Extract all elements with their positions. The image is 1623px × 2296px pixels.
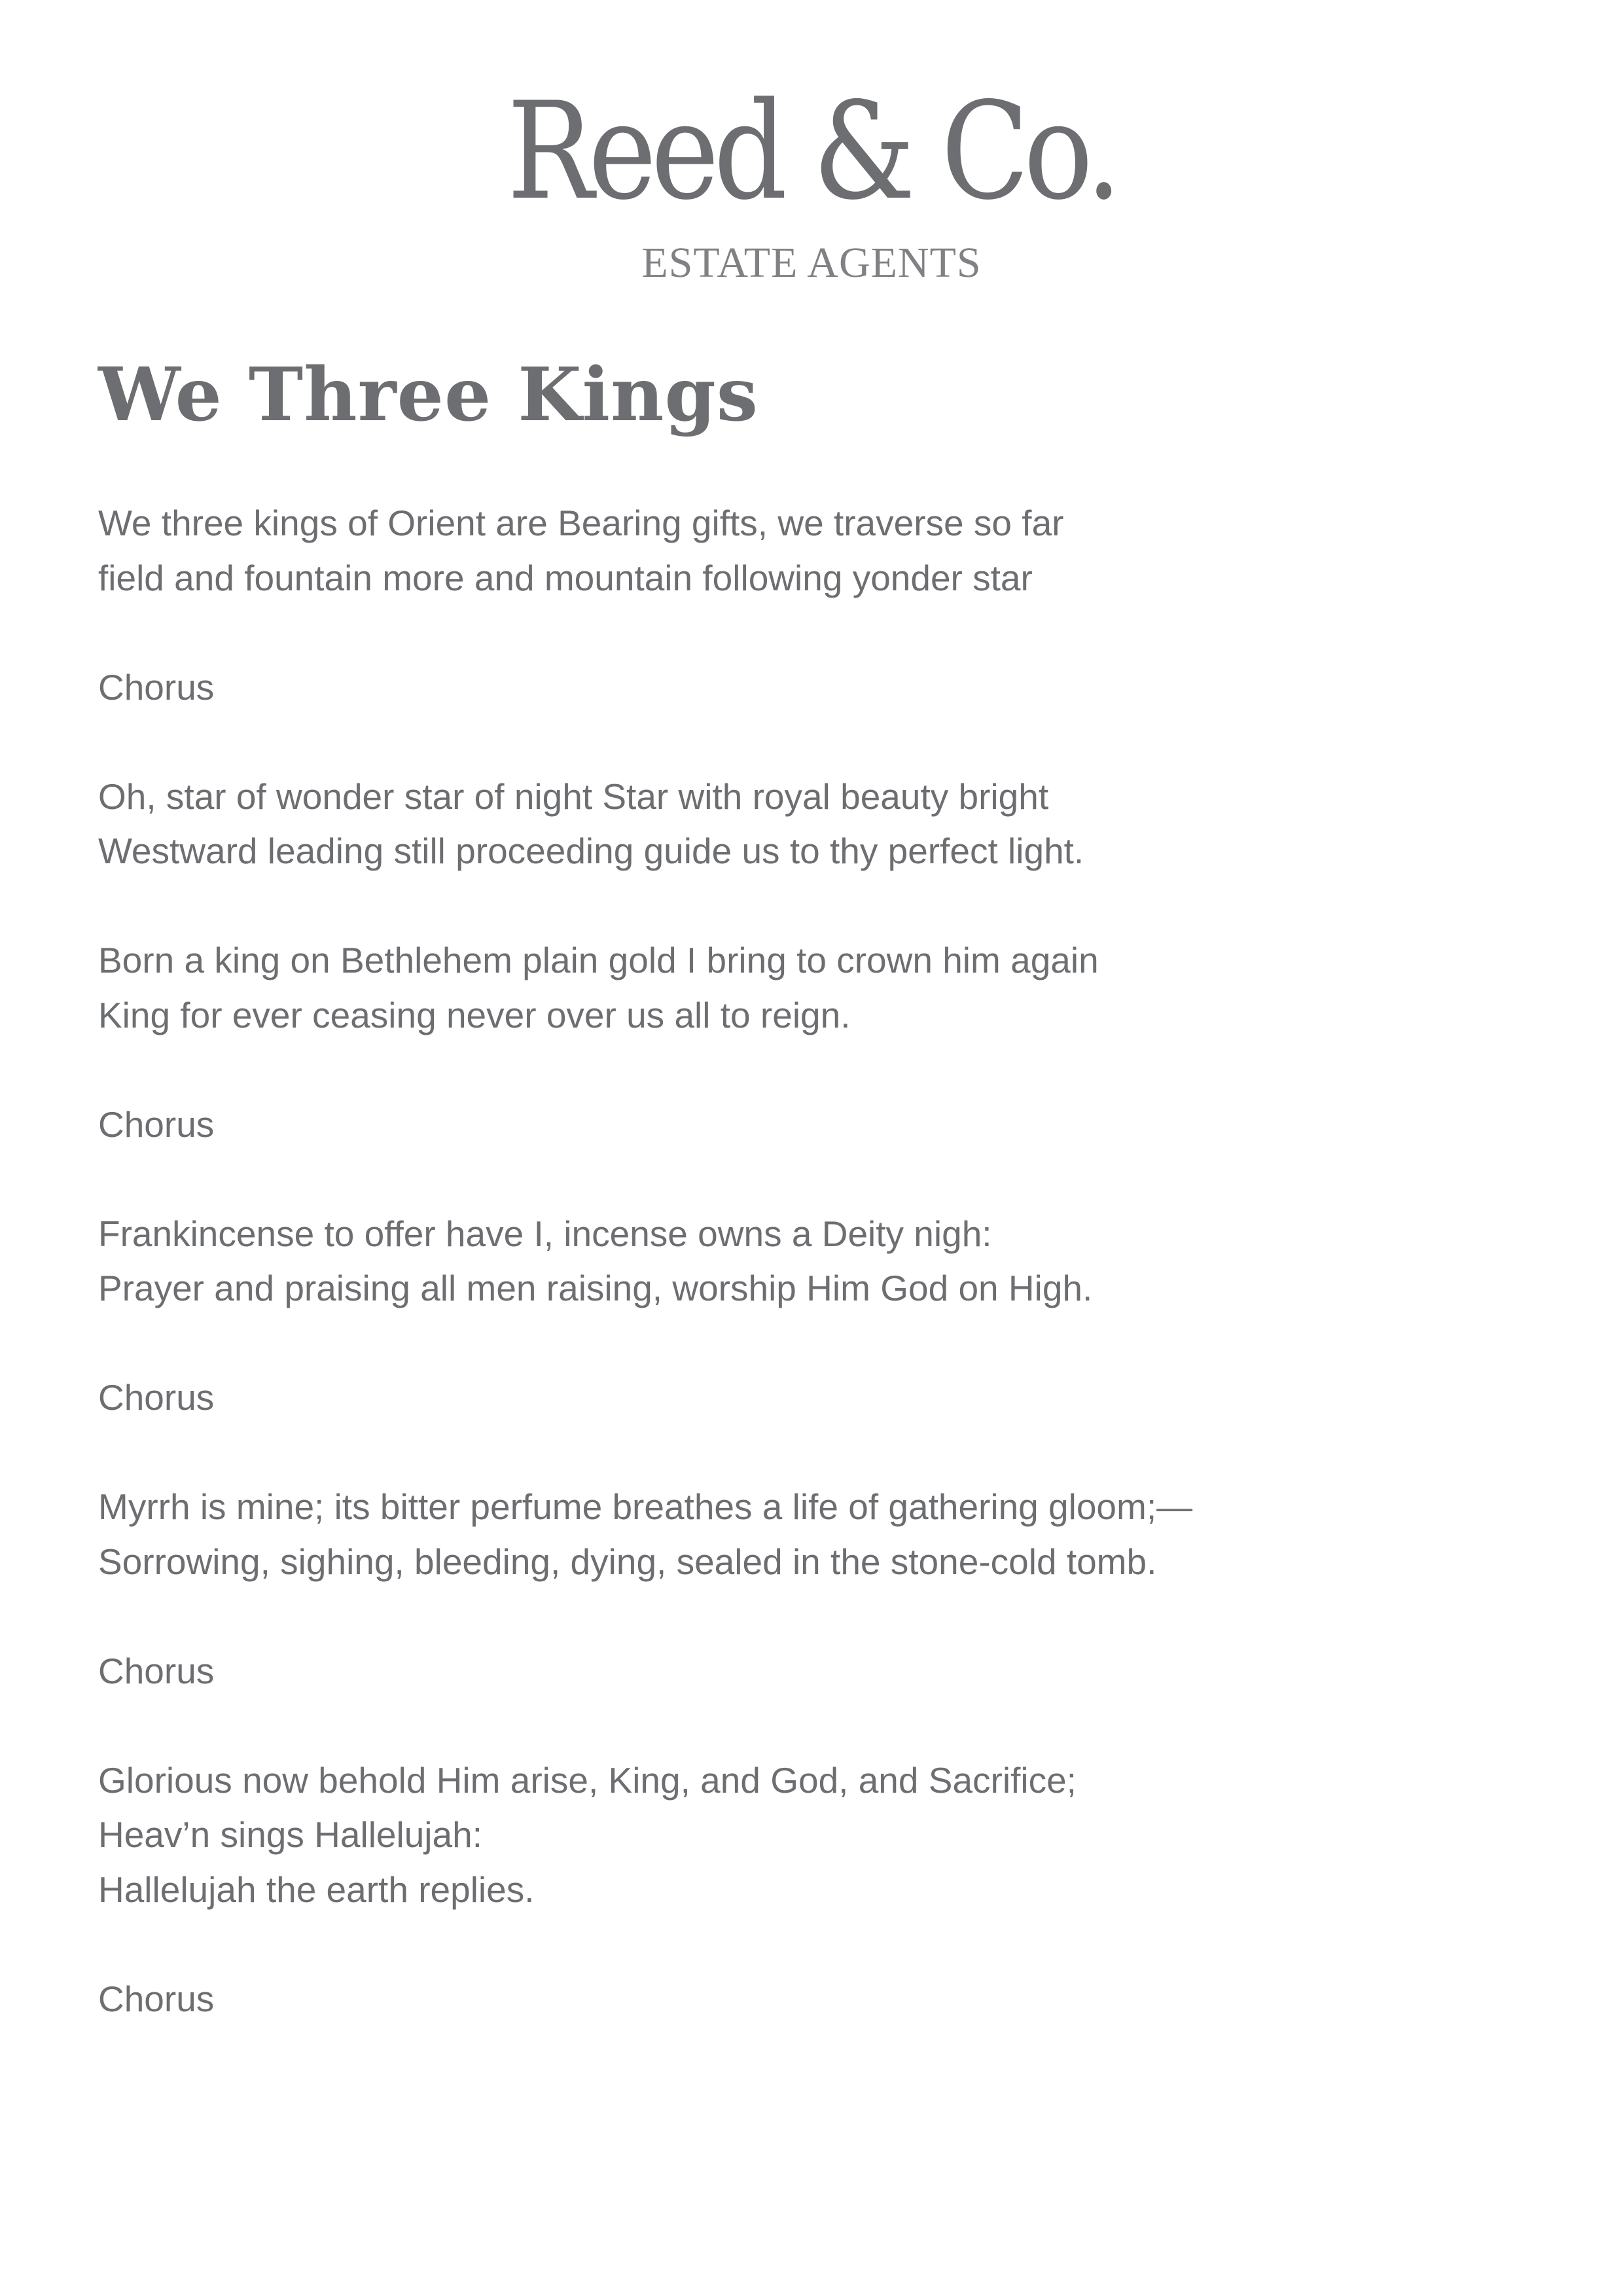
logo-tagline: ESTATE AGENTS: [641, 239, 982, 287]
stanza-gap: [98, 715, 1538, 770]
logo-wordmark: Reed & Co.: [507, 74, 1116, 230]
chorus-label: Chorus: [98, 1103, 215, 1145]
stanza-gap: [98, 1589, 1538, 1644]
chorus-label: Chorus: [98, 1650, 215, 1691]
stanza-gap: [98, 605, 1538, 660]
stanza-gap: [98, 1698, 1538, 1753]
stanza-gap: [98, 1917, 1538, 1972]
lyric-line: Sorrowing, sighing, bleeding, dying, sealed in the stone-cold tomb.: [98, 1541, 1157, 1582]
stanza-gap: [98, 1316, 1538, 1371]
lyric-line: Frankincense to offer have I, incense owns a Deity nigh:: [98, 1213, 992, 1254]
page-title: We Three Kings: [98, 352, 758, 438]
stanza-gap: [98, 879, 1538, 934]
lyric-line: Hallelujah the earth replies.: [98, 1869, 535, 1910]
lyric-line: Born a king on Bethlehem plain gold I bring to crown him again: [98, 940, 1099, 980]
lyric-line: Prayer and praising all men raising, worship Him God on High.: [98, 1268, 1093, 1308]
chorus-label: Chorus: [98, 1978, 215, 2019]
lyric-line: Heav’n sings Hallelujah:: [98, 1814, 482, 1855]
lyric-line: King for ever ceasing never over us all to reign.: [98, 994, 851, 1035]
stanza-gap: [98, 1426, 1538, 1480]
stanza-gap: [98, 1043, 1538, 1098]
chorus-label: Chorus: [98, 1377, 215, 1418]
lyric-line: Oh, star of wonder star of night Star with royal beauty bright: [98, 776, 1049, 817]
lyric-line: field and fountain more and mountain following yonder star: [98, 557, 1033, 598]
chorus-label: Chorus: [98, 666, 215, 708]
company-logo: [0, 74, 1623, 287]
lyrics-body: [98, 496, 1538, 2026]
lyric-line: We three kings of Orient are Bearing gifts, we traverse so far: [98, 503, 1064, 543]
lyric-line: Westward leading still proceeding guide us to thy perfect light.: [98, 831, 1084, 871]
stanza-gap: [98, 1152, 1538, 1207]
lyric-line: Myrrh is mine; its bitter perfume breathes a life of gathering gloom;—: [98, 1486, 1193, 1527]
lyric-line: Glorious now behold Him arise, King, and God, and Sacrifice;: [98, 1759, 1077, 1801]
